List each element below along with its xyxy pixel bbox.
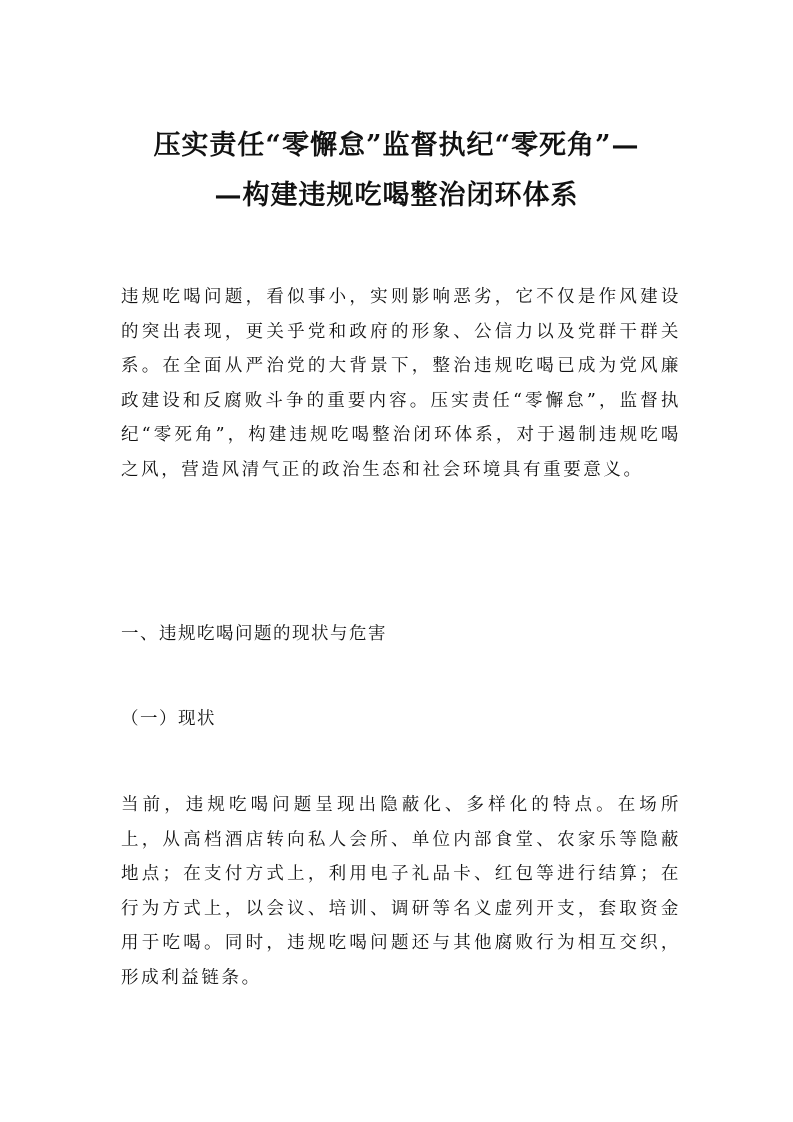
intro-paragraph: 违规吃喝问题，看似事小，实则影响恶劣，它不仅是作风建设的突出表现，更关乎党和政府的形象、公信力以及党群干群关系。在全面从严治党的大背景下，整治违规吃喝已成为党风廉政建设和反腐败斗争的重要内容。压实责任“零懈怠”，监督执纪“零死角”，构建违规吃喝整治闭环体系，对于遏制违规吃喝之风，营造风清气正的政治生态和社会环境具有重要意义。 [121, 287, 681, 480]
current-status-paragraph: 当前，违规吃喝问题呈现出隐蔽化、多样化的特点。在场所上，从高档酒店转向私人会所、单位内部食堂、农家乐等隐蔽地点；在支付方式上，利用电子礼品卡、红包等进行结算；在行为方式上，以会议、培训、调研等名义虚列开支，套取资金用于吃喝。同时，违规吃喝问题还与其他腐败行为相互交织，形成利益链条。 [121, 795, 681, 988]
document-title-line-1: 压实责任“零懈怠”监督执纪“零死角”— [153, 130, 640, 161]
document-title-line-2: —构建违规吃喝整治闭环体系 [214, 180, 579, 211]
section-heading: 一、违规吃喝问题的现状与危害 [121, 624, 387, 644]
subsection-heading: （一）现状 [121, 709, 216, 729]
